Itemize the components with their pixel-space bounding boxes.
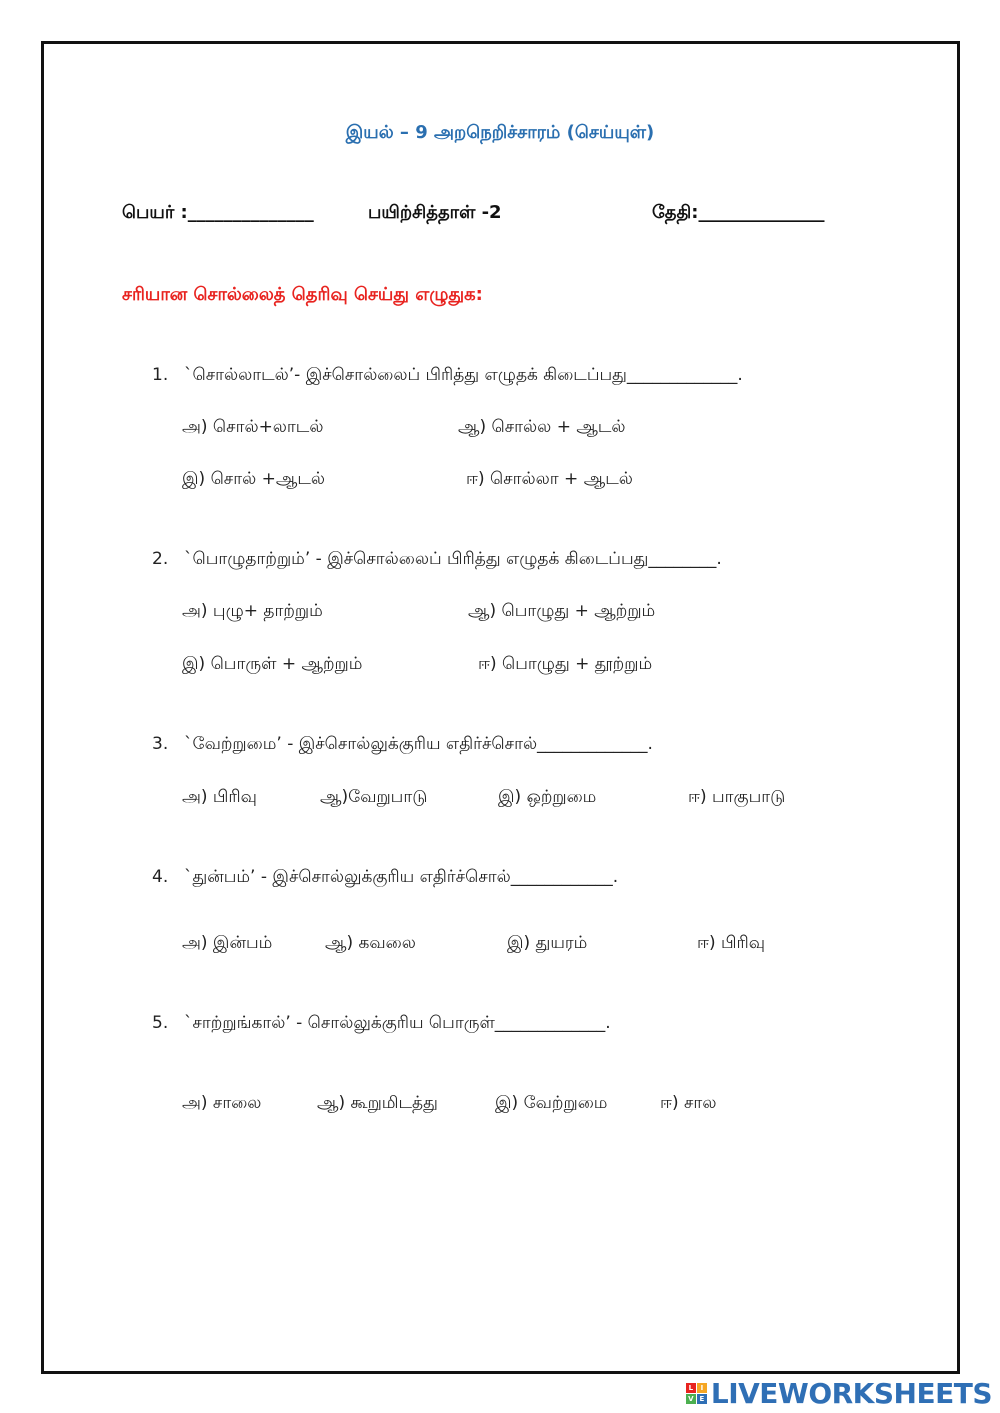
- date-label: தேதி:______________: [652, 202, 825, 223]
- option-aa[interactable]: ஆ) கூறுமிடத்து: [317, 1093, 438, 1113]
- question-text: `துன்பம்’ - இச்சொல்லுக்குரிய எதிர்ச்சொல்____________.: [184, 867, 619, 887]
- logo-letter: V: [686, 1394, 696, 1404]
- question-number: 3.: [152, 734, 169, 754]
- option-a[interactable]: அ) சொல்+லாடல்: [182, 417, 324, 437]
- question-text: `சாற்றுங்கால்’ - சொல்லுக்குரிய பொருள்_____________.: [184, 1013, 611, 1033]
- option-a[interactable]: அ) புழு+ தாற்றும்: [182, 601, 323, 621]
- question-number: 4.: [152, 867, 169, 887]
- brand-text: LIVEWORKSHEETS: [710, 1376, 992, 1410]
- option-aa[interactable]: ஆ) பொழுது + ஆற்றும்: [468, 601, 656, 621]
- question-2: [152, 549, 722, 571]
- option-aa[interactable]: ஆ) கவலை: [325, 933, 416, 953]
- question-number: 2.: [152, 549, 169, 569]
- instruction: சரியான சொல்லைத் தெரிவு செய்து எழுதுக:: [122, 284, 483, 305]
- logo-letter: I: [697, 1383, 707, 1393]
- liveworksheets-logo-icon: [686, 1383, 707, 1404]
- option-ii[interactable]: ஈ) பொழுது + தூற்றும்: [478, 654, 653, 674]
- option-a[interactable]: அ) சாலை: [182, 1093, 262, 1113]
- question-number: 1.: [152, 365, 169, 385]
- option-i[interactable]: இ) வேற்றுமை: [495, 1093, 608, 1113]
- question-1: [152, 365, 743, 387]
- option-i[interactable]: இ) ஒற்றுமை: [498, 787, 597, 807]
- option-ii[interactable]: ஈ) சொல்லா + ஆடல்: [466, 469, 633, 489]
- option-ii[interactable]: ஈ) பிரிவு: [697, 933, 766, 953]
- question-text: `பொழுதாற்றும்’ - இச்சொல்லைப் பிரித்து எழுதக் கிடைப்பது________.: [184, 549, 722, 569]
- logo-letter: E: [697, 1394, 707, 1404]
- option-i[interactable]: இ) சொல் +ஆடல்: [182, 469, 325, 489]
- name-label: பெயர் :______________: [122, 202, 314, 223]
- option-ii[interactable]: ஈ) பாகுபாடு: [688, 787, 786, 807]
- question-4: [152, 867, 618, 889]
- option-i[interactable]: இ) துயரம்: [507, 933, 588, 953]
- option-ii[interactable]: ஈ) சால: [660, 1093, 717, 1113]
- liveworksheets-brand[interactable]: [686, 1375, 992, 1411]
- question-5: [152, 1013, 611, 1035]
- option-aa[interactable]: ஆ) சொல்ல + ஆடல்: [458, 417, 626, 437]
- option-a[interactable]: அ) பிரிவு: [182, 787, 257, 807]
- worksheet-title: இயல் – 9 அறநெறிச்சாரம் (செய்யுள்): [345, 122, 655, 143]
- question-3: [152, 734, 653, 756]
- sheet-label: பயிற்சித்தாள் -2: [368, 202, 502, 223]
- option-a[interactable]: அ) இன்பம்: [182, 933, 273, 953]
- question-number: 5.: [152, 1013, 169, 1033]
- logo-letter: L: [686, 1383, 696, 1393]
- option-i[interactable]: இ) பொருள் + ஆற்றும்: [182, 654, 363, 674]
- question-text: `சொல்லாடல்’- இச்சொல்லைப் பிரித்து எழுதக் கிடைப்பது_____________.: [184, 365, 743, 385]
- question-text: `வேற்றுமை’ - இச்சொல்லுக்குரிய எதிர்ச்சொல்_____________.: [184, 734, 653, 754]
- option-aa[interactable]: ஆ)வேறுபாடு: [320, 787, 428, 807]
- page-border: [41, 41, 960, 1374]
